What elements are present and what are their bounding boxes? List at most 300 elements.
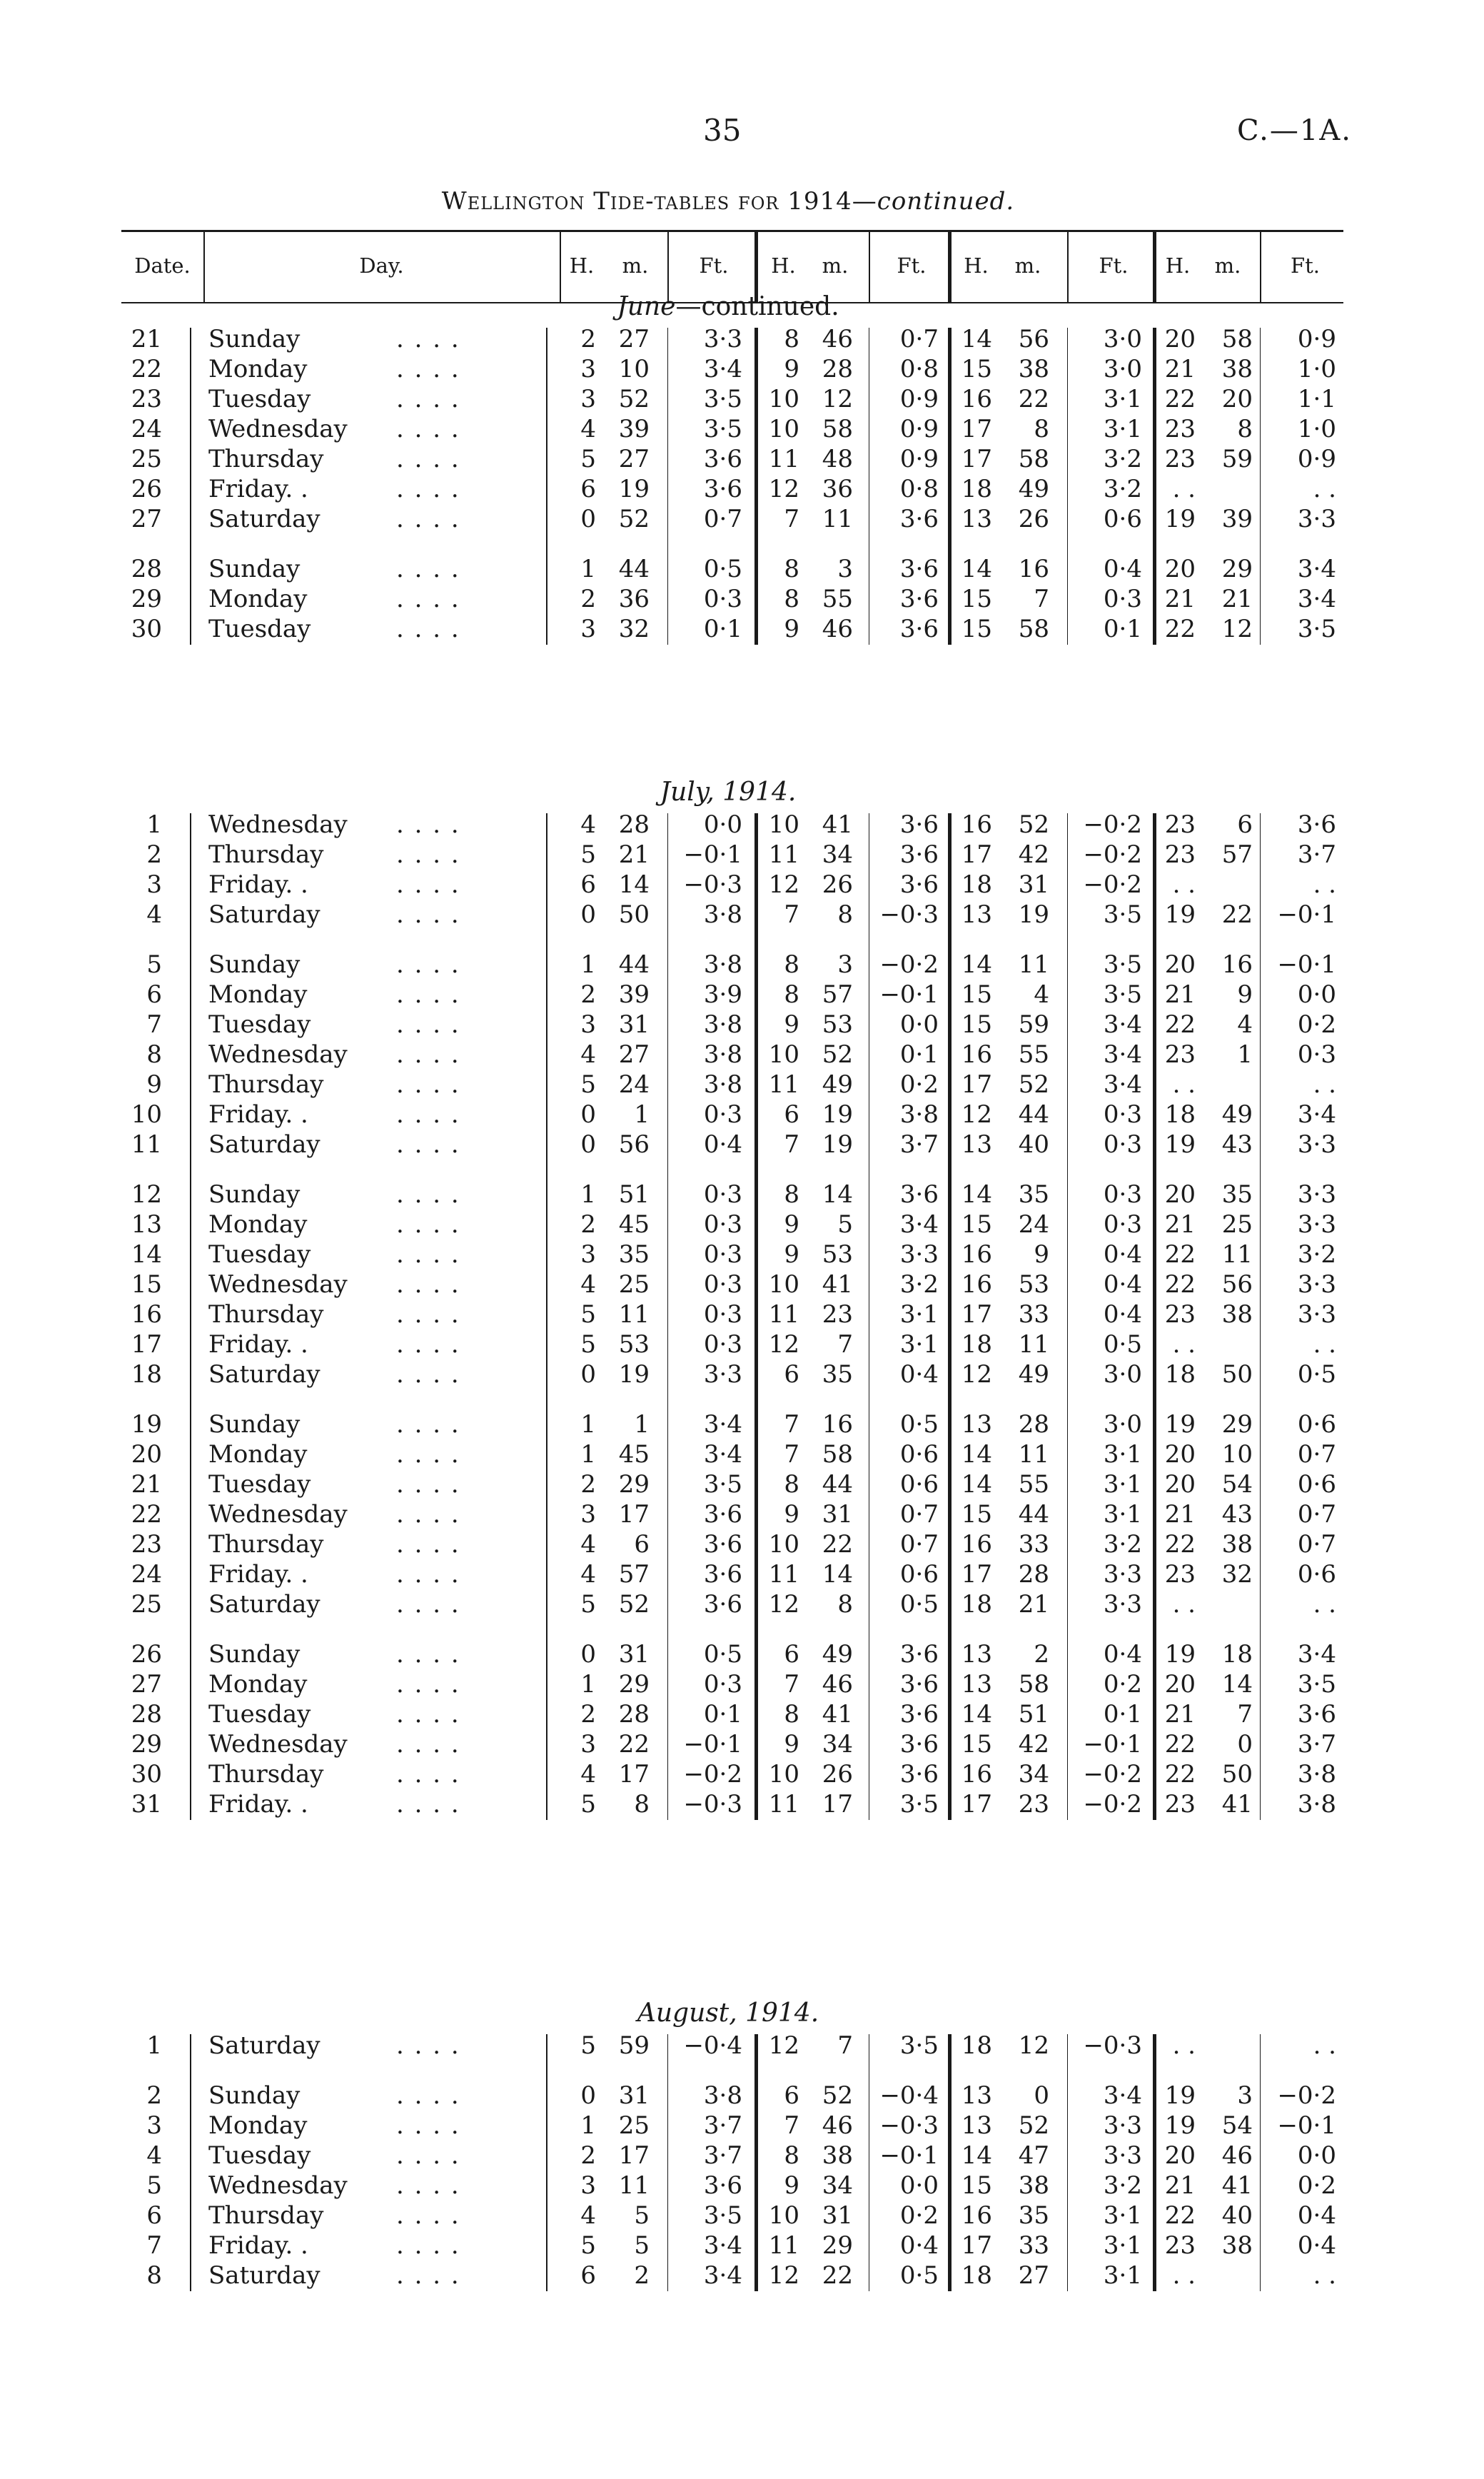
tide-value: 18 (961, 2261, 992, 2290)
tide-value: 12 (961, 1100, 992, 1129)
date-cell: 30 (131, 615, 162, 643)
day-cell: Wednesday (208, 1270, 348, 1299)
tide-value: 1 (580, 1410, 596, 1439)
tide-value: . . (1172, 870, 1196, 899)
tide-value: 7 (837, 2031, 853, 2060)
tide-value: 14 (961, 1180, 992, 1209)
tide-value: 55 (822, 585, 853, 613)
tide-value: 3·3 (1297, 1300, 1336, 1329)
tide-value: 8 (784, 325, 799, 353)
day-cell: Monday (208, 1670, 308, 1699)
tide-value: 20 (1164, 1440, 1196, 1469)
leader-dots: . . . . (396, 1760, 460, 1789)
column-header: Ft. (699, 253, 729, 278)
tide-value: 59 (1221, 445, 1253, 473)
tide-value: 14 (961, 1700, 992, 1729)
tide-value: 22 (1164, 615, 1196, 643)
tide-value: 28 (822, 355, 853, 383)
tide-value: 54 (1221, 1470, 1253, 1499)
tide-value: 13 (961, 2111, 992, 2140)
tide-value: 19 (1164, 2111, 1196, 2140)
tide-value: 6 (580, 2261, 596, 2290)
day-cell: Sunday (208, 1180, 301, 1209)
tide-value: 1·1 (1297, 385, 1336, 413)
tide-value: 0·7 (899, 325, 939, 353)
tide-value: 4 (580, 415, 596, 443)
tide-value: 3·5 (899, 2031, 939, 2060)
tide-value: 0·6 (1297, 1560, 1336, 1589)
tide-value: 17 (618, 1760, 650, 1789)
tide-value: 22 (1164, 1530, 1196, 1559)
tide-value: 52 (618, 505, 650, 533)
tide-value: 22 (1164, 1010, 1196, 1039)
tide-value: 3·4 (703, 2231, 742, 2260)
tide-value: . . (1313, 2261, 1336, 2290)
tide-value: 4 (580, 1270, 596, 1299)
day-cell: Friday. . (208, 1560, 308, 1589)
tide-value: 39 (1221, 505, 1253, 533)
tide-value: 14 (961, 1470, 992, 1499)
tide-value: 49 (822, 1070, 853, 1099)
tide-value: 9 (784, 355, 799, 383)
tide-value: 27 (1018, 2261, 1049, 2290)
tide-value: 16 (961, 1240, 992, 1269)
date-cell: 4 (146, 900, 162, 929)
column-separator (190, 328, 191, 645)
tide-value: 53 (618, 1330, 650, 1359)
tide-value: 8 (784, 1470, 799, 1499)
tide-value: 8 (1034, 415, 1049, 443)
tide-value: 27 (618, 445, 650, 473)
tide-value: 1 (634, 1100, 650, 1129)
tide-value: 3·7 (703, 2141, 742, 2170)
tide-value: 3·0 (1103, 355, 1142, 383)
tide-value: 11 (822, 505, 853, 533)
tide-value: 7 (784, 2111, 799, 2140)
tide-value: 0·6 (1297, 1470, 1336, 1499)
tide-value: 10 (768, 1530, 799, 1559)
day-cell: Wednesday (208, 415, 348, 443)
tide-value: 0·9 (899, 445, 939, 473)
day-cell: Sunday (208, 1640, 301, 1669)
tide-value: 5 (580, 840, 596, 869)
tide-value: 3·1 (1103, 2231, 1142, 2260)
tide-value: 3 (580, 1240, 596, 1269)
tide-value: 3·5 (703, 415, 742, 443)
tide-value: 58 (822, 415, 853, 443)
tide-value: 12 (1018, 2031, 1049, 2060)
tide-value: 53 (822, 1240, 853, 1269)
tide-value: 15 (961, 1010, 992, 1039)
tide-value: 6 (784, 1640, 799, 1669)
tide-value: 44 (618, 555, 650, 583)
tide-value: 3·6 (899, 810, 939, 839)
tide-value: 0·5 (703, 555, 742, 583)
tide-value: 10 (768, 1760, 799, 1789)
tide-value: 5 (580, 1330, 596, 1359)
leader-dots: . . . . (396, 2111, 460, 2140)
tide-value: 0·2 (899, 2201, 939, 2230)
tide-value: 8 (784, 980, 799, 1009)
tide-value: 0·7 (899, 1500, 939, 1529)
tide-value: −0·2 (1083, 840, 1142, 869)
month-heading (0, 778, 1456, 807)
tide-value: 46 (1221, 2141, 1253, 2170)
column-separator (754, 328, 758, 645)
tide-value: 3·2 (1297, 1240, 1336, 1269)
tide-value: 33 (1018, 2231, 1049, 2260)
tide-value: 18 (1221, 1640, 1253, 1669)
tide-value: 1 (580, 950, 596, 979)
tide-value: 3·4 (1297, 1100, 1336, 1129)
tide-value: 16 (961, 1270, 992, 1299)
column-separator (948, 328, 952, 645)
tide-value: 16 (822, 1410, 853, 1439)
day-cell: Sunday (208, 1410, 301, 1439)
leader-dots: . . . . (396, 1100, 460, 1129)
tide-value: 3·3 (1297, 1180, 1336, 1209)
column-separator (1153, 813, 1156, 1820)
tide-value: 7 (837, 1330, 853, 1359)
leader-dots: . . . . (396, 1640, 460, 1669)
tide-value: 5 (580, 1590, 596, 1619)
tide-value: −0·1 (1277, 2111, 1336, 2140)
tide-value: 17 (961, 2231, 992, 2260)
tide-value: 7 (784, 1130, 799, 1159)
tide-value: 17 (961, 1790, 992, 1819)
tide-value: 3·1 (1103, 1440, 1142, 1469)
tide-value: 8 (784, 950, 799, 979)
tide-value: 0·1 (1103, 615, 1142, 643)
tide-value: 21 (1164, 980, 1196, 1009)
tide-value: 5 (580, 445, 596, 473)
tide-value: 0·9 (899, 385, 939, 413)
tide-value: 31 (618, 1640, 650, 1669)
tide-value: 58 (1221, 325, 1253, 353)
leader-dots: . . . . (396, 1270, 460, 1299)
tide-value: 5 (580, 2231, 596, 2260)
day-cell: Sunday (208, 2081, 301, 2110)
leader-dots: . . . . (396, 505, 460, 533)
tide-value: −0·2 (879, 950, 939, 979)
tide-value: 3·1 (1103, 415, 1142, 443)
tide-value: −0·3 (879, 2111, 939, 2140)
tide-value: 21 (1018, 1590, 1049, 1619)
column-header: m. (1214, 253, 1241, 278)
tide-value: 0·4 (1297, 2201, 1336, 2230)
tide-value: −0·2 (1277, 2081, 1336, 2110)
day-cell: Friday. . (208, 1100, 308, 1129)
leader-dots: . . . . (396, 1040, 460, 1069)
day-cell: Tuesday (208, 1700, 311, 1729)
tide-value: 31 (618, 2081, 650, 2110)
tide-value: 17 (961, 415, 992, 443)
tide-value: 0·0 (1297, 2141, 1336, 2170)
tide-value: 0 (1237, 1730, 1253, 1759)
month-heading (0, 292, 1456, 321)
tide-value: 0·2 (1103, 1670, 1142, 1699)
day-cell: Wednesday (208, 2171, 348, 2200)
tide-value: 52 (618, 1590, 650, 1619)
tide-value: 16 (961, 810, 992, 839)
date-cell: 25 (131, 1590, 162, 1619)
tide-value: 15 (961, 585, 992, 613)
tide-value: 11 (768, 2231, 799, 2260)
tide-value: 3·6 (899, 555, 939, 583)
tide-value: 13 (961, 1410, 992, 1439)
tide-value: 41 (1221, 1790, 1253, 1819)
date-cell: 1 (146, 2031, 162, 2060)
tide-value: 3·5 (1297, 1670, 1336, 1699)
day-cell: Monday (208, 355, 308, 383)
tide-value: −0·4 (879, 2081, 939, 2110)
tide-value: 18 (1164, 1100, 1196, 1129)
tide-value: 2 (580, 1700, 596, 1729)
leader-dots: . . . . (396, 1360, 460, 1389)
date-cell: 7 (146, 1010, 162, 1039)
day-cell: Thursday (208, 2201, 324, 2230)
date-cell: 23 (131, 1530, 162, 1559)
tide-value: 18 (1164, 1360, 1196, 1389)
tide-value: 3·3 (703, 1360, 742, 1389)
tide-value: 0·6 (899, 1440, 939, 1469)
tide-value: 3 (580, 2171, 596, 2200)
month-name: July, 1914. (660, 778, 797, 807)
tide-value: 0 (1034, 2081, 1049, 2110)
leader-dots: . . . . (396, 615, 460, 643)
tide-value: 8 (837, 1590, 853, 1619)
day-cell: Saturday (208, 1360, 320, 1389)
day-cell: Tuesday (208, 1010, 311, 1039)
column-header: Ft. (1099, 253, 1129, 278)
tide-value: 23 (1164, 1790, 1196, 1819)
column-header: Ft. (1291, 253, 1320, 278)
tide-value: 38 (1221, 355, 1253, 383)
tide-value: 0·3 (1103, 1180, 1142, 1209)
tide-value: 20 (1164, 1180, 1196, 1209)
column-separator (1067, 813, 1068, 1820)
tide-value: 57 (1221, 840, 1253, 869)
leader-dots: . . . . (396, 2081, 460, 2110)
tide-value: 38 (1018, 2171, 1049, 2200)
tide-value: 3·2 (1103, 475, 1142, 503)
leader-dots: . . . . (396, 1130, 460, 1159)
tide-value: 3·8 (1297, 1760, 1336, 1789)
tide-value: 46 (822, 1670, 853, 1699)
leader-dots: . . . . (396, 980, 460, 1009)
tide-value: 3·4 (1297, 1640, 1336, 1669)
tide-value: 23 (1018, 1790, 1049, 1819)
tide-value: 58 (1018, 615, 1049, 643)
tide-value: 0·9 (1297, 325, 1336, 353)
leader-dots: . . . . (396, 1010, 460, 1039)
tide-value: 43 (1221, 1500, 1253, 1529)
day-cell: Thursday (208, 840, 324, 869)
tide-value: . . (1172, 2031, 1196, 2060)
tide-value: 7 (784, 1410, 799, 1439)
tide-value: 11 (768, 1560, 799, 1589)
column-separator (190, 813, 191, 1820)
tide-value: 0·6 (1297, 1410, 1336, 1439)
tide-value: 12 (961, 1360, 992, 1389)
tide-value: 10 (768, 2201, 799, 2230)
date-cell: 26 (131, 1640, 162, 1669)
tide-value: 3 (580, 355, 596, 383)
column-separator (667, 2034, 668, 2291)
date-cell: 6 (146, 980, 162, 1009)
tide-value: 14 (961, 950, 992, 979)
tide-value: 17 (961, 1300, 992, 1329)
tide-value: 27 (618, 325, 650, 353)
tide-value: . . (1313, 2031, 1336, 2060)
tide-value: −0·1 (1277, 950, 1336, 979)
tide-value: 17 (618, 2141, 650, 2170)
tide-value: 0·4 (899, 2231, 939, 2260)
leader-dots: . . . . (396, 950, 460, 979)
tide-value: 21 (618, 840, 650, 869)
tide-value: 0 (580, 1360, 596, 1389)
tide-value: 50 (1221, 1760, 1253, 1789)
date-cell: 22 (131, 1500, 162, 1529)
tide-value: 8 (634, 1790, 650, 1819)
column-separator (546, 328, 547, 645)
tide-value: 14 (822, 1180, 853, 1209)
tide-value: 20 (1221, 385, 1253, 413)
tide-value: 3·4 (1103, 1040, 1142, 1069)
tide-value: 3·4 (703, 2261, 742, 2290)
tide-value: 0·5 (1103, 1330, 1142, 1359)
tide-value: 21 (1164, 585, 1196, 613)
tide-value: 34 (822, 2171, 853, 2200)
tide-value: 3·7 (1297, 840, 1336, 869)
tide-value: 3·6 (899, 505, 939, 533)
tide-value: 5 (580, 1790, 596, 1819)
tide-value: 2 (1034, 1640, 1049, 1669)
tide-value: 3·1 (1103, 385, 1142, 413)
leader-dots: . . . . (396, 1210, 460, 1239)
tide-value: 3·5 (703, 1470, 742, 1499)
date-cell: 25 (131, 445, 162, 473)
tide-value: 46 (822, 2111, 853, 2140)
tide-value: 10 (1221, 1440, 1253, 1469)
tide-value: 0·0 (703, 810, 742, 839)
tide-value: 39 (618, 415, 650, 443)
tide-value: 16 (961, 1760, 992, 1789)
leader-dots: . . . . (396, 1790, 460, 1819)
tide-value: 2 (580, 1470, 596, 1499)
tide-value: 10 (768, 415, 799, 443)
leader-dots: . . . . (396, 1240, 460, 1269)
tide-value: . . (1313, 1590, 1336, 1619)
tide-value: 15 (961, 2171, 992, 2200)
day-cell: Thursday (208, 1070, 324, 1099)
day-cell: Saturday (208, 1590, 320, 1619)
column-header: H. (1165, 253, 1191, 278)
tide-value: 0·7 (1297, 1500, 1336, 1529)
tide-value: 9 (784, 2171, 799, 2200)
tide-value: 3·1 (1103, 1470, 1142, 1499)
tide-value: 0·0 (899, 1010, 939, 1039)
tide-value: 28 (618, 1700, 650, 1729)
tide-value: 0·1 (703, 1700, 742, 1729)
tide-value: 42 (1018, 840, 1049, 869)
tide-value: 3·4 (899, 1210, 939, 1239)
date-cell: 18 (131, 1360, 162, 1389)
tide-value: 57 (822, 980, 853, 1009)
leader-dots: . . . . (396, 1530, 460, 1559)
leader-dots: . . . . (396, 1470, 460, 1499)
tide-value: 31 (822, 2201, 853, 2230)
tide-value: 52 (1018, 1070, 1049, 1099)
tide-value: 22 (1164, 2201, 1196, 2230)
tide-value: 22 (1164, 1730, 1196, 1759)
day-cell: Tuesday (208, 1470, 311, 1499)
tide-value: 0 (580, 1100, 596, 1129)
tide-value: 23 (822, 1300, 853, 1329)
tide-value: 8 (1237, 415, 1253, 443)
tide-value: 0·3 (1103, 1130, 1142, 1159)
column-separator (1260, 2034, 1261, 2291)
tide-value: 11 (1221, 1240, 1253, 1269)
tide-value: 18 (961, 475, 992, 503)
tide-value: 0·1 (1103, 1700, 1142, 1729)
tide-value: 6 (1237, 810, 1253, 839)
tide-value: 3·3 (1297, 1210, 1336, 1239)
tide-value: −0·2 (1083, 870, 1142, 899)
tide-value: 3·6 (703, 1530, 742, 1559)
tide-value: 48 (822, 445, 853, 473)
tide-value: 35 (1018, 2201, 1049, 2230)
tide-value: 3·6 (899, 1700, 939, 1729)
tide-value: 19 (618, 1360, 650, 1389)
tide-value: 44 (1018, 1500, 1049, 1529)
tide-value: 46 (822, 615, 853, 643)
day-cell: Friday. . (208, 1330, 308, 1359)
tide-value: 36 (618, 585, 650, 613)
tide-value: 2 (580, 980, 596, 1009)
column-separator (754, 813, 758, 1820)
tide-value: 6 (784, 1100, 799, 1129)
tide-value: 41 (822, 1270, 853, 1299)
date-cell: 3 (146, 870, 162, 899)
tide-value: 9 (784, 1210, 799, 1239)
leader-dots: . . . . (396, 2231, 460, 2260)
tide-value: 0·5 (899, 1410, 939, 1439)
day-cell: Wednesday (208, 1730, 348, 1759)
tide-value: 19 (1164, 2081, 1196, 2110)
tide-value: 5 (580, 2031, 596, 2060)
date-cell: 31 (131, 1790, 162, 1819)
tide-value: 29 (618, 1470, 650, 1499)
tide-value: 0·3 (1103, 585, 1142, 613)
tide-value: 19 (1018, 900, 1049, 929)
tide-value: 23 (1164, 2231, 1196, 2260)
tide-value: 29 (618, 1670, 650, 1699)
date-cell: 9 (146, 1070, 162, 1099)
tide-value: 52 (618, 385, 650, 413)
tide-value: 4 (580, 1530, 596, 1559)
column-separator (1067, 328, 1068, 645)
tide-value: 53 (1018, 1270, 1049, 1299)
tide-value: 20 (1164, 950, 1196, 979)
tide-value: 3·5 (1297, 615, 1336, 643)
column-separator (190, 2034, 191, 2291)
tide-value: 3·3 (1103, 1560, 1142, 1589)
tide-value: 9 (1237, 980, 1253, 1009)
tide-value: 9 (1034, 1240, 1049, 1269)
day-cell: Friday. . (208, 1790, 308, 1819)
tide-value: 3·4 (703, 1440, 742, 1469)
